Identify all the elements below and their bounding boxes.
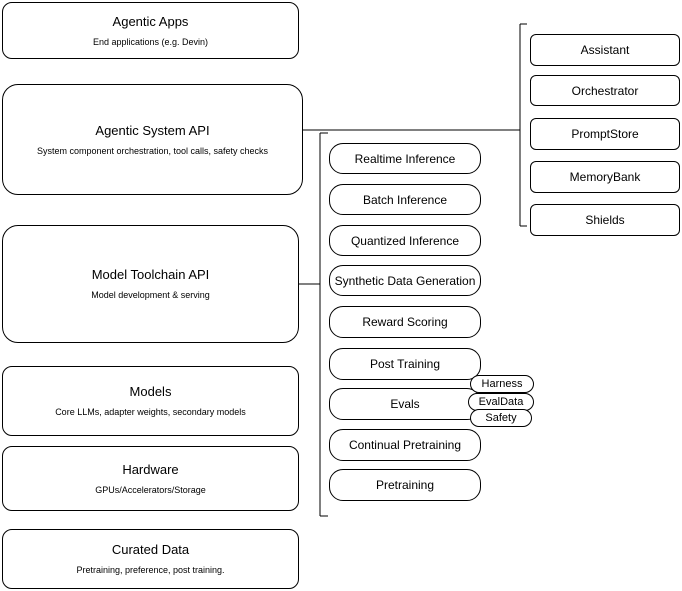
layer-title: Hardware [122, 461, 179, 477]
layer-subtitle: Core LLMs, adapter weights, secondary models [55, 407, 246, 417]
layer-subtitle: Model development & serving [91, 290, 210, 300]
layer-title: Agentic Apps [112, 13, 189, 29]
stack-layer-models[interactable] [2, 366, 299, 436]
layer-subtitle: Pretraining, preference, post training. [76, 565, 225, 575]
component-quantized-inference[interactable]: Quantized Inference [329, 225, 481, 256]
component-batch-inference[interactable]: Batch Inference [329, 184, 481, 215]
component-pretraining[interactable]: Pretraining [329, 469, 481, 501]
stack-layer-agentic-system-api[interactable] [2, 84, 303, 195]
component-realtime-inference[interactable]: Realtime Inference [329, 143, 481, 174]
layer-subtitle: GPUs/Accelerators/Storage [95, 484, 206, 495]
component-evals-harness[interactable]: Harness [470, 375, 534, 393]
component-evals[interactable]: Evals [329, 388, 481, 420]
component-reward-scoring[interactable]: Reward Scoring [329, 306, 481, 338]
layer-title: Agentic System API [95, 122, 210, 138]
stack-layer-hardware[interactable] [2, 446, 299, 511]
component-assistant[interactable]: Assistant [530, 34, 680, 66]
layer-subtitle: End applications (e.g. Devin) [92, 36, 209, 47]
layer-title: Model Toolchain API [91, 267, 210, 282]
stack-layer-model-toolchain-api[interactable] [2, 225, 299, 343]
component-memorybank[interactable]: MemoryBank [530, 161, 680, 193]
component-synthetic-data-generation[interactable]: Synthetic Data Generation [329, 265, 481, 296]
stack-layer-curated-data[interactable] [2, 529, 299, 589]
component-continual-pretraining[interactable]: Continual Pretraining [329, 429, 481, 461]
layer-title: Models [129, 384, 172, 399]
component-shields[interactable]: Shields [530, 204, 680, 236]
component-orchestrator[interactable]: Orchestrator [530, 75, 680, 106]
component-evals-evaldata[interactable]: EvalData [468, 393, 534, 411]
layer-title: Curated Data [111, 542, 190, 557]
component-post-training[interactable]: Post Training [329, 348, 481, 380]
component-evals-safety[interactable]: Safety [470, 409, 532, 427]
layer-subtitle: System component orchestration, tool calls, safety checks [36, 145, 269, 156]
stack-layer-agentic-apps[interactable] [2, 2, 299, 59]
component-promptstore[interactable]: PromptStore [530, 118, 680, 150]
